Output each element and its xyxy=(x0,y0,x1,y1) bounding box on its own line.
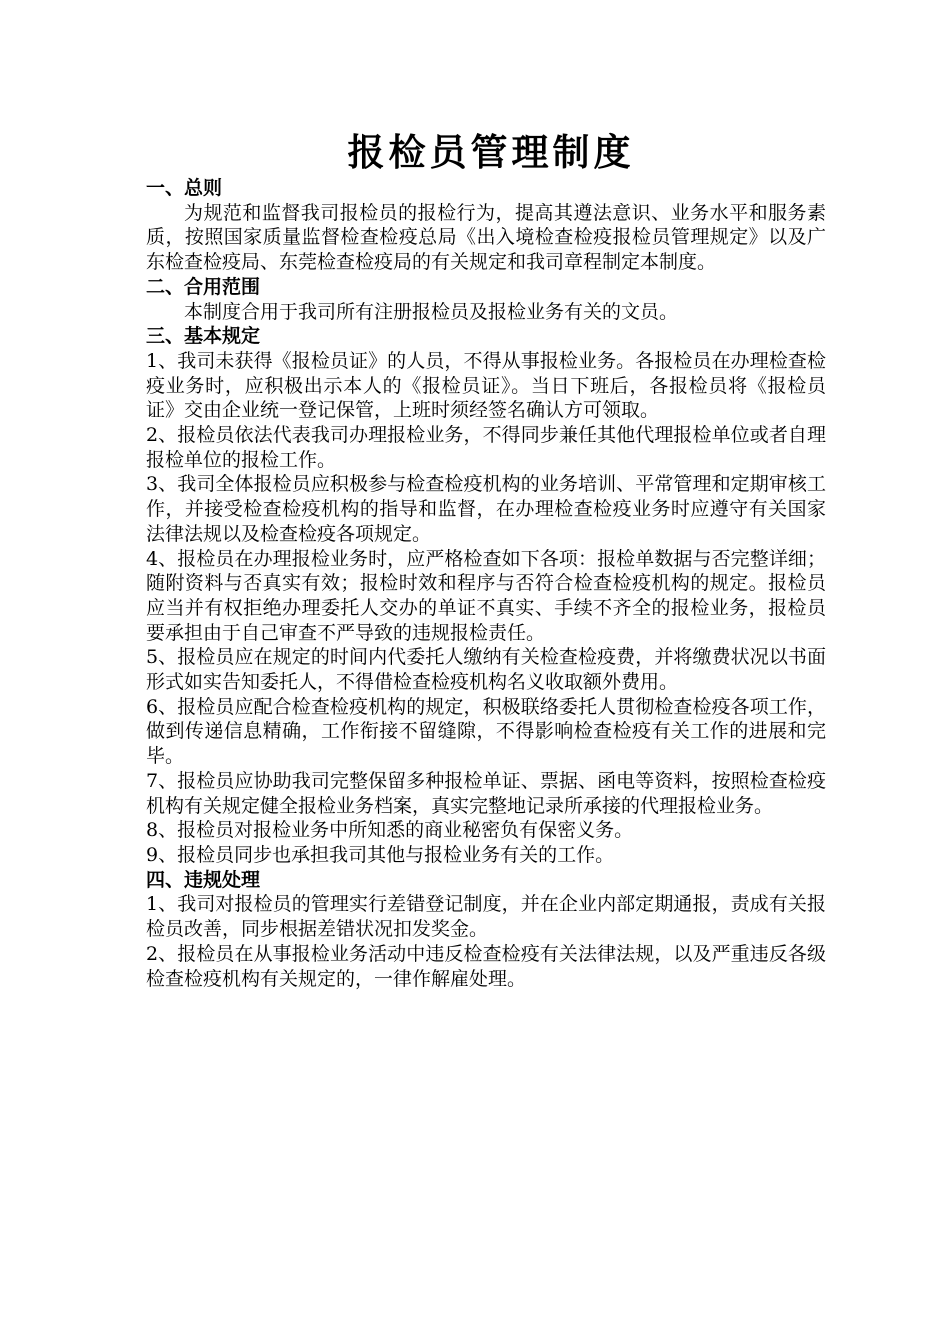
section-heading: 一、总则 xyxy=(146,177,223,199)
section-general xyxy=(146,176,826,275)
section-scope xyxy=(146,275,826,324)
rule-item: 5、报检员应在规定的时间内代委托人缴纳有关检查检疫费，并将缴费状况以书面形式如实告知委托人，不得借检查检疫机构名义收取额外费用。 xyxy=(146,646,826,694)
paragraph: 本制度合用于我司所有注册报检员及报检业务有关的文员。 xyxy=(184,300,679,323)
rule-item: 1、我司对报检员的管理实行差错登记制度，并在企业内部定期通报，责成有关报检员改善，同步根据差错状况扣发奖金。 xyxy=(146,893,826,941)
rule-item: 1、我司未获得《报检员证》的人员，不得从事报检业务。各报检员在办理检查检疫业务时，应积极出示本人的《报检员证》。当日下班后，各报检员将《报检员证》交由企业统一登记保管，上班时须经签名确认方可领取。 xyxy=(146,349,826,422)
document-page xyxy=(146,128,826,991)
rule-item: 6、报检员应配合检查检疫机构的规定，积极联络委托人贯彻检查检疫各项工作，做到传递信息精确，工作衔接不留缝隙，不得影响检查检疫有关工作的进展和完毕。 xyxy=(146,695,826,768)
rule-item: 4、报检员在办理报检业务时，应严格检查如下各项：报检单数据与否完整详细；随附资料与否真实有效；报检时效和程序与否符合检查检疫机构的规定。报检员应当并有权拒绝办理委托人交办的单证不真实、手续不齐全的报检业务，报检员要承担由于自己审查不严导致的违规报检责任。 xyxy=(146,547,826,644)
section-heading: 三、基本规定 xyxy=(146,325,261,348)
rule-item: 8、报检员对报检业务中所知悉的商业秘密负有保密义务。 xyxy=(146,819,634,842)
rule-item: 3、我司全体报检员应积极参与检查检疫机构的业务培训、平常管理和定期审核工作，并接受检查检疫机构的指导和监督，在办理检查检疫业务时应遵守有关国家法律法规以及检查检疫各项规定。 xyxy=(146,473,826,545)
section-basic-rules xyxy=(146,324,826,867)
section-heading: 二、合用范围 xyxy=(146,275,261,298)
rule-item: 7、报检员应协助我司完整保留多种报检单证、票据、函电等资料，按照检查检疫机构有关规定健全报检业务档案，真实完整地记录所承接的代理报检业务。 xyxy=(146,769,826,817)
rule-item: 2、报检员依法代表我司办理报检业务，不得同步兼任其他代理报检单位或者自理报检单位的报检工作。 xyxy=(146,424,826,471)
section-violations xyxy=(146,868,826,992)
document-title: 报检员管理制度 xyxy=(347,130,635,174)
rule-item: 2、报检员在从事报检业务活动中违反检查检疫有关法律法规，以及严重违反各级检查检疫机构有关规定的，一律作解雇处理。 xyxy=(146,942,826,990)
section-heading: 四、违规处理 xyxy=(146,868,261,891)
rule-item: 9、报检员同步也承担我司其他与报检业务有关的工作。 xyxy=(146,843,615,866)
paragraph: 为规范和监督我司报检员的报检行为，提高其遵法意识、业务水平和服务素质，按照国家质量监督检查检疫总局《出入境检查检疫报检员管理规定》以及广东检查检疫局、东莞检查检疫局的有关规定和我司章程制定本制度。 xyxy=(146,201,826,274)
